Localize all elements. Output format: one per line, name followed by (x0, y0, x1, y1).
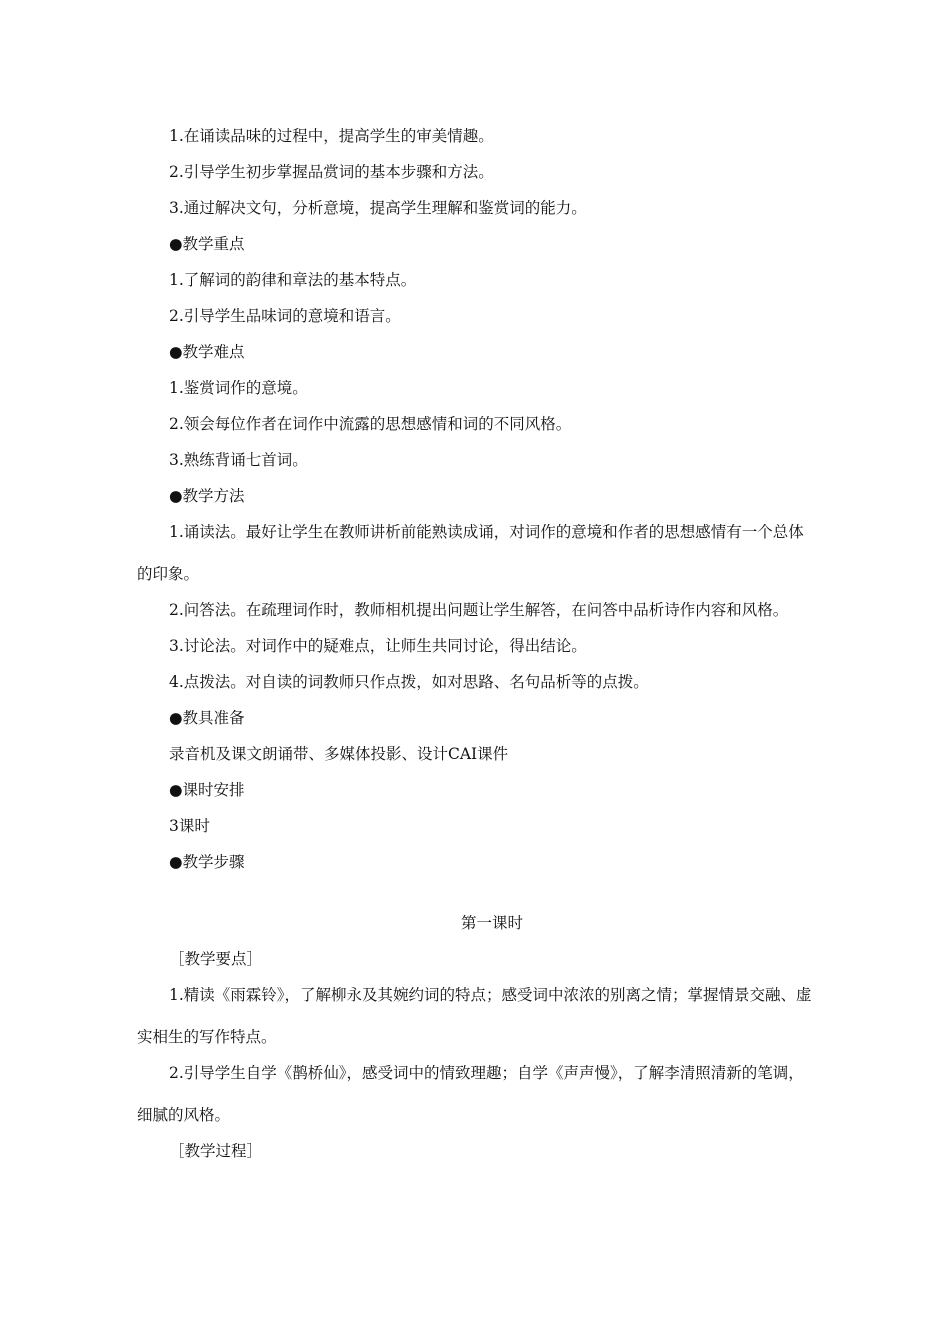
difficult-point-3: 3.熟练背诵七首词。 (169, 451, 308, 469)
methods-heading: ●教学方法 (169, 487, 245, 505)
key-point-1: 1.了解词的韵律和章法的基本特点。 (169, 271, 417, 289)
steps-heading: ●教学步骤 (169, 853, 245, 871)
schedule-text: 3课时 (169, 817, 210, 835)
aids-text: 录音机及课文朗诵带、多媒体投影、设计CAI课件 (169, 745, 509, 763)
method-1: 1.诵读法。最好让学生在教师讲析前能熟读成诵，对词作的意境和作者的思想感情有一个总体的印象。 (137, 523, 804, 583)
method-2: 2.问答法。在疏理词作时，教师相机提出问题让学生解答，在问答中品析诗作内容和风格。 (169, 601, 789, 619)
key-point-2: 2.引导学生品味词的意境和语言。 (169, 307, 401, 325)
key-points-heading: ●教学重点 (169, 235, 245, 253)
difficult-point-1: 1.鉴赏词作的意境。 (169, 379, 308, 397)
difficult-points-heading: ●教学难点 (169, 343, 245, 361)
method-4: 4.点拨法。对自读的词教师只作点拨，如对思路、名句品析等的点拨。 (169, 673, 649, 691)
lesson1-process-heading: ［教学过程］ (169, 1142, 263, 1160)
lesson1-key-item-2: 2.引导学生自学《鹊桥仙》，感受词中的情致理趣；自学《声声慢》，了解李清照清新的笔调，细腻的风格。 (137, 1064, 804, 1124)
document-body (137, 125, 817, 1162)
lesson1-key-heading: ［教学要点］ (169, 950, 263, 968)
difficult-point-2: 2.领会每位作者在词作中流露的思想感情和词的不同风格。 (169, 415, 572, 433)
objective-3: 3.通过解决文句，分析意境，提高学生理解和鉴赏词的能力。 (169, 199, 587, 217)
aids-heading: ●教具准备 (169, 709, 245, 727)
schedule-heading: ●课时安排 (169, 781, 245, 799)
objective-2: 2.引导学生初步掌握品赏词的基本步骤和方法。 (169, 163, 494, 181)
method-3: 3.讨论法。对词作中的疑难点，让师生共同讨论，得出结论。 (169, 637, 587, 655)
objective-1: 1.在诵读品味的过程中，提高学生的审美情趣。 (169, 127, 494, 145)
lesson1-title: 第一课时 (460, 914, 523, 932)
lesson1-key-item-1: 1.精读《雨霖铃》，了解柳永及其婉约词的特点；感受词中浓浓的别离之情；掌握情景交融、虚实相生的写作特点。 (137, 986, 812, 1046)
